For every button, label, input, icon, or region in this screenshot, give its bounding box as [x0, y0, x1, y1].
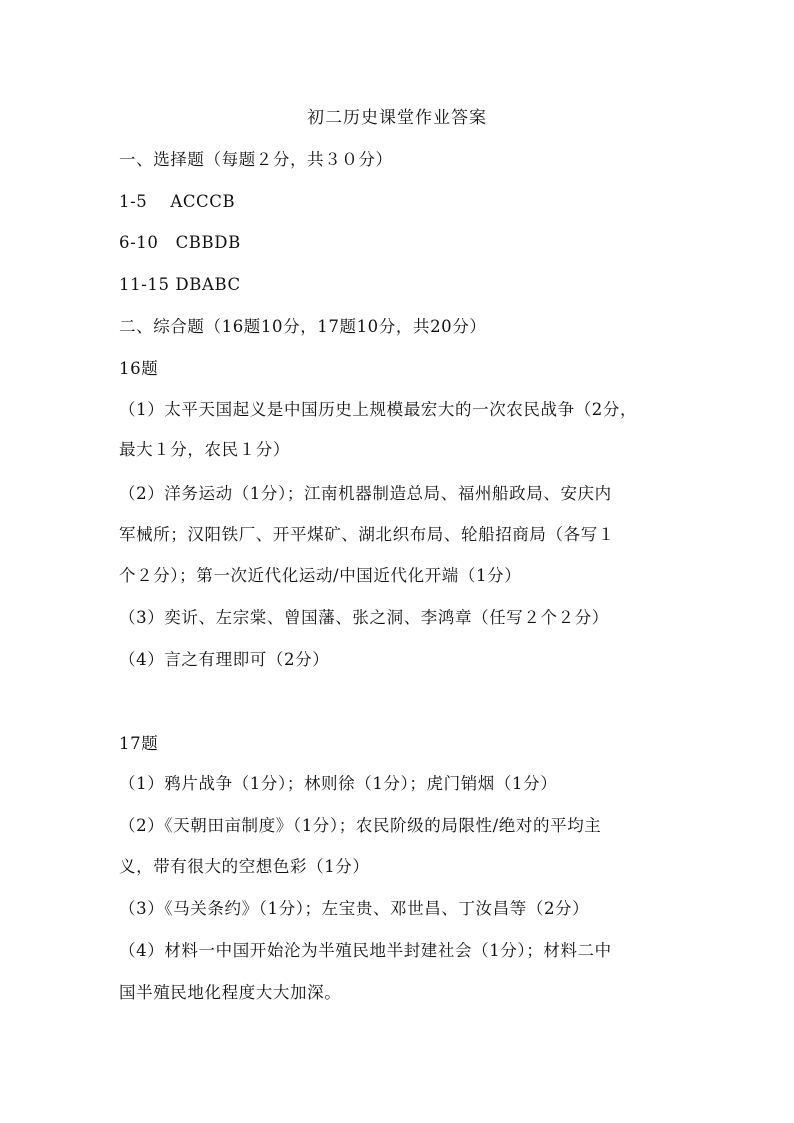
q17-line-2: （2）《天朝田亩制度》（1分）；农民阶级的局限性/绝对的平均主 — [119, 816, 602, 835]
q16-line-6: （3）奕䜣、左宗棠、曾国藩、张之洞、李鸿章（任写２个２分） — [119, 608, 609, 627]
q16-line-4: 军械所；汉阳铁厂、开平煤矿、湖北织布局、轮船招商局（各写１ — [119, 525, 615, 544]
q16-line-2: 最大１分，农民１分） — [119, 440, 290, 459]
q16-line-3: （2）洋务运动（1分）；江南机器制造总局、福州船政局、安庆内 — [119, 484, 612, 503]
page-title: 初二历史课堂作业答案 — [307, 108, 487, 128]
q16-line-1: （1）太平天国起义是中国历史上规模最宏大的一次农民战争（2分， — [119, 400, 638, 419]
question-16-label: 16题 — [119, 359, 159, 378]
q17-line-5: （4）材料一中国开始沦为半殖民地半封建社会（1分）；材料二中 — [119, 941, 612, 960]
q17-line-6: 国半殖民地化程度大大加深。 — [119, 983, 342, 1002]
section2-heading: 二、综合题（16题10分，17题10分，共20分） — [119, 317, 487, 336]
answer-row-1-5: 1-5 ACCCB — [119, 192, 236, 211]
q17-line-3: 义，带有很大的空想色彩（1分） — [119, 857, 370, 876]
answer-row-11-15: 11-15 DBABC — [119, 275, 241, 294]
answer-row-6-10: 6-10 CBBDB — [119, 233, 241, 252]
section1-heading: 一、选择题（每题２分，共３０分） — [119, 150, 393, 169]
q16-line-5: 个２分）；第一次近代化运动/中国近代化开端（1分） — [119, 566, 522, 585]
q17-line-4: （3）《马关条约》（1分）；左宝贵、邓世昌、丁汝昌等（2分） — [119, 899, 590, 918]
q16-line-7: （4）言之有理即可（2分） — [119, 650, 330, 669]
question-17-label: 17题 — [119, 734, 159, 753]
q17-line-1: （1）鸦片战争（1分）；林则徐（1分）；虎门销烟（1分） — [119, 774, 558, 793]
